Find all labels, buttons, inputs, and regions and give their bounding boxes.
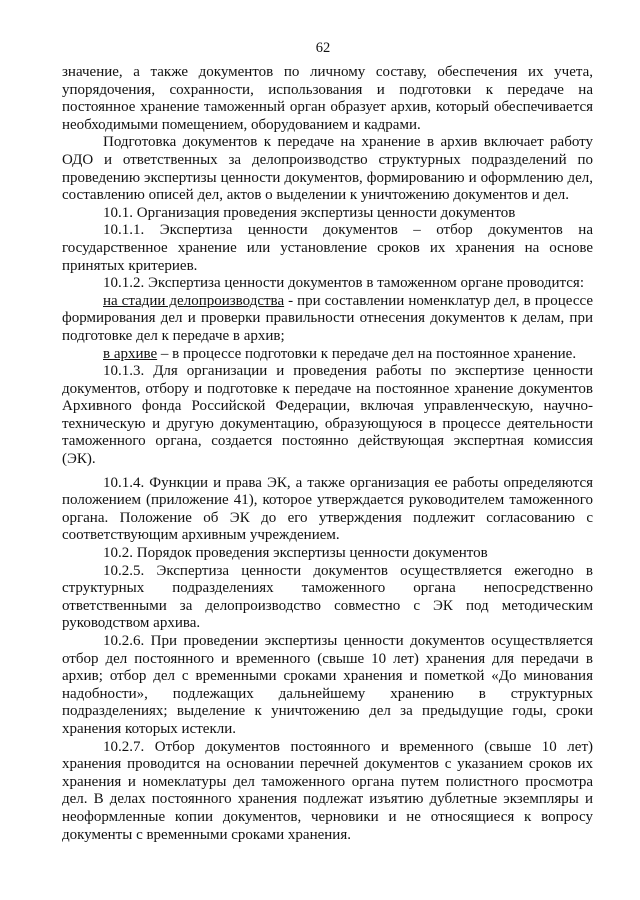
text-line: хранения и номеклатуры дел таможенного органа путем полистного просмотра — [62, 773, 593, 790]
text-line: (ЭК). — [62, 451, 96, 468]
underlined-term: на стадии делопроизводства — [103, 292, 285, 309]
text-line: надобности», подлежащих дальнейшему хранению в структурных — [62, 685, 593, 702]
paragraph — [62, 205, 593, 223]
text-line: документов, отбору и подготовке к передаче на постоянное хранение документов — [62, 380, 593, 397]
text-line — [62, 293, 593, 311]
text-line: ответственными за делопроизводство совместно с ЭК под методическим — [62, 597, 593, 614]
text-line: отбор дел постоянного и временного (свыше 10 лет) хранения для передачи в — [62, 650, 593, 667]
text-line: ОДО и ответственных за делопроизводство структурных подразделений по — [62, 151, 593, 168]
page-number: 62 — [315, 40, 331, 56]
text-line: принятых критериев. — [62, 257, 198, 274]
text-line: 10.1. Организация проведения экспертизы ценности документов — [103, 204, 516, 221]
text-line: 10.2.5. Экспертиза ценности документов осуществляется ежегодно в — [103, 562, 593, 579]
paragraph — [62, 739, 593, 845]
text-line: соответствующим архивным учреждением. — [62, 527, 340, 544]
text-line: подготовке дел к передаче в архив; — [62, 327, 285, 344]
text-line: 10.2. Порядок проведения экспертизы ценности документов — [103, 545, 488, 562]
paragraph — [62, 633, 593, 739]
text-line: Подготовка документов к передаче на хранение в архив включает работу — [103, 134, 593, 151]
text-line: формирования дел и проверки правильности отнесения документов к делам, при — [62, 310, 593, 327]
text-line: проведению экспертизы ценности документов, формированию и оформлению дел, — [62, 169, 593, 186]
text-line: государственное хранение или установление сроков их хранения на основе — [62, 239, 593, 256]
text-line: хранения проводится на основании перечней документов с указанием сроков их — [62, 756, 593, 773]
text-line: органа. Положение об ЭК до его утверждения подлежит согласованию с — [62, 509, 593, 526]
text-line: 10.2.7. Отбор документов постоянного и временного (свыше 10 лет) — [103, 738, 593, 755]
text-line: 10.1.4. Функции и права ЭК, а также организация ее работы определяются — [103, 474, 593, 491]
text-line: 10.2.6. При проведении экспертизы ценности документов осуществляется — [103, 633, 593, 649]
paragraph — [62, 134, 593, 204]
text-line: архив; отбор дел с временными сроками хранения и пометкой «До минования — [62, 668, 593, 685]
text-line: 10.1.2. Экспертиза ценности документов в таможенном органе проводится: — [103, 275, 584, 292]
text-line: 10.1.1. Экспертиза ценности документов – отбор документов на — [103, 222, 593, 239]
text-line: Архивного фонда Российской Федерации, включая управленческую, научно- — [62, 398, 593, 415]
text-line: 10.1.3. Для организации и проведения работы по экспертизе ценности — [103, 363, 593, 380]
paragraph — [62, 545, 593, 563]
text-line: дел. В делах постоянного хранения подлежат изъятию дублетные экземпляры и — [62, 791, 593, 808]
document-body — [62, 64, 593, 844]
paragraph — [62, 563, 593, 633]
underlined-term: в архиве — [103, 345, 158, 362]
paragraph — [62, 64, 593, 134]
text-line: техническую и другую документацию, образующуюся в процессе деятельности — [62, 415, 593, 432]
text-line: хранения которых истекли. — [62, 720, 237, 737]
line-text: - при составлении номенклатур дел, в процессе — [284, 292, 593, 309]
paragraph — [62, 363, 593, 469]
text-line: значение, а также документов по личному составу, обеспечения их учета, — [62, 64, 593, 80]
text-line: необходимыми помещением, оборудованием и кадрами. — [62, 116, 421, 133]
text-line: составлению описей дел, актов о выделении к уничтожению документов и дел. — [62, 187, 569, 204]
paragraph — [62, 346, 593, 364]
text-line: неоформленные копии документов, черновики и не относящиеся к вопросу — [62, 808, 593, 825]
text-line: подразделениях; выделение к уничтожению дел за предыдущие годы, сроки — [62, 703, 593, 720]
text-line: постоянное хранение таможенный орган образует архив, который обеспечивается — [62, 99, 593, 116]
text-line: руководством архива. — [62, 615, 201, 632]
paragraph — [62, 293, 593, 346]
paragraph — [62, 222, 593, 275]
paragraph — [62, 475, 593, 545]
text-line: таможенного органа, создается постоянно действующая экспертная комиссия — [62, 433, 593, 450]
text-line: положением (приложение 41), которое утверждается руководителем таможенного — [62, 492, 593, 509]
paragraph — [62, 275, 593, 293]
text-line: упорядочения, сохранности, использования и подготовки к передаче на — [62, 81, 593, 98]
text-line: структурных подразделениях таможенного органа непосредственно — [62, 580, 593, 597]
text-line: документы с временными сроками хранения. — [62, 826, 351, 843]
text-line — [62, 346, 593, 364]
line-text: – в процессе подготовки к передаче дел на постоянное хранение. — [157, 345, 577, 362]
